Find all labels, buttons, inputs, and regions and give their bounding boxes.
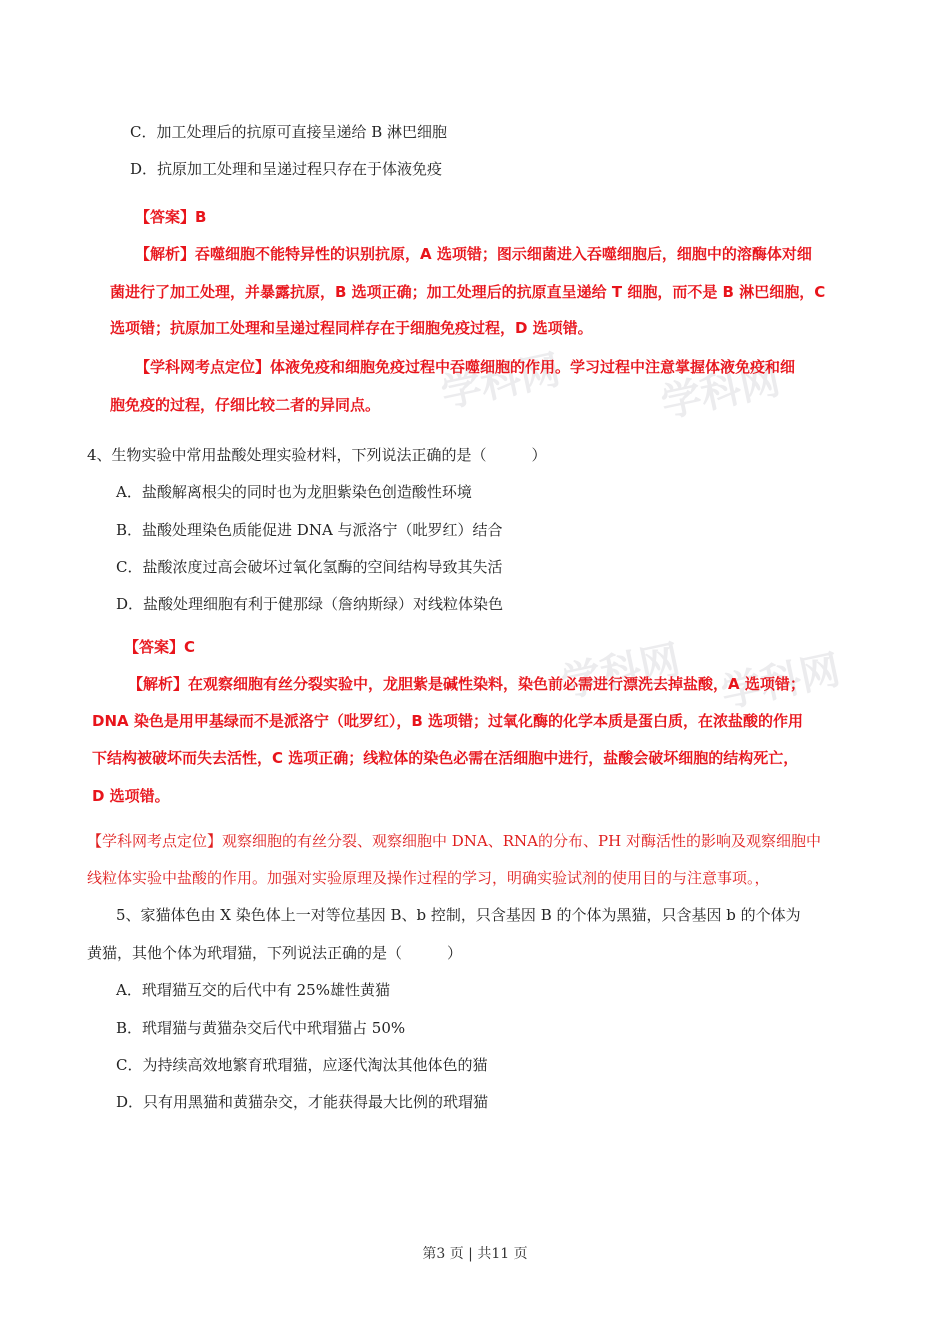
- q3-analysis-line: 选项错；抗原加工处理和呈递过程同样存在于细胞免疫过程，D 选项错。: [110, 319, 593, 337]
- watermark: 学科网: [557, 636, 685, 707]
- q3-option-c: C．加工处理后的抗原可直接呈递给 B 淋巴细胞: [130, 123, 448, 141]
- q4-option-d: D．盐酸处理细胞有利于健那绿（詹纳斯绿）对线粒体染色: [116, 595, 504, 613]
- q5-stem-line: 黄猫，其他个体为玳瑁猫，下列说法正确的是（ ）: [87, 944, 463, 962]
- q4-point-line: 【学科网考点定位】观察细胞的有丝分裂、观察细胞中 DNA、RNA的分布、PH 对酶活性的影响及观察细胞中: [87, 832, 821, 850]
- watermark: 学科网: [657, 356, 785, 427]
- q5-option-c: C．为持续高效地繁育玳瑁猫，应逐代淘汰其他体色的猫: [116, 1056, 488, 1074]
- q3-point-line: 【学科网考点定位】体液免疫和细胞免疫过程中吞噬细胞的作用。学习过程中注意掌握体液免疫和细: [135, 358, 796, 376]
- watermark: 学科网: [717, 646, 845, 717]
- q5-option-d: D．只有用黑猫和黄猫杂交，才能获得最大比例的玳瑁猫: [116, 1093, 489, 1111]
- q4-analysis-line: 【解析】在观察细胞有丝分裂实验中，龙胆紫是碱性染料，染色前必需进行漂洗去掉盐酸，A 选项错；: [128, 675, 805, 693]
- q4-analysis-line: D 选项错。: [92, 787, 170, 805]
- q3-point-line: 胞免疫的过程，仔细比较二者的异同点。: [110, 396, 381, 414]
- q4-option-a: A．盐酸解离根尖的同时也为龙胆紫染色创造酸性环境: [116, 483, 472, 501]
- page-number: 第3 页 | 共11 页: [422, 1246, 528, 1262]
- q3-analysis-line: 菌进行了加工处理，并暴露抗原，B 选项正确；加工处理后的抗原直呈递给 T 细胞，而不是 B 淋巴细胞，C: [110, 283, 826, 301]
- q3-answer: 【答案】B: [135, 208, 207, 226]
- q4-answer: 【答案】C: [124, 638, 196, 656]
- q4-option-c: C．盐酸浓度过高会破坏过氧化氢酶的空间结构导致其失活: [116, 558, 503, 576]
- q4-analysis-line: 下结构被破坏而失去活性，C 选项正确；线粒体的染色必需在活细胞中进行，盐酸会破坏细胞的结构死亡，: [92, 749, 799, 767]
- q4-analysis-line: DNA 染色是用甲基绿而不是派洛宁（吡罗红），B 选项错；过氧化酶的化学本质是蛋白质，在浓盐酸的作用: [92, 712, 803, 730]
- q4-stem: 4、生物实验中常用盐酸处理实验材料，下列说法正确的是（ ）: [87, 446, 547, 464]
- q3-option-d: D．抗原加工处理和呈递过程只存在于体液免疫: [130, 160, 443, 178]
- q5-option-b: B．玳瑁猫与黄猫杂交后代中玳瑁猫占 50%: [116, 1019, 406, 1037]
- q3-analysis-line: 【解析】吞噬细胞不能特异性的识别抗原，A 选项错；图示细菌进入吞噬细胞后，细胞中的溶酶体对细: [135, 245, 812, 263]
- q4-option-b: B．盐酸处理染色质能促进 DNA 与派洛宁（吡罗红）结合: [116, 521, 503, 539]
- q5-option-a: A．玳瑁猫互交的后代中有 25%雄性黄猫: [116, 981, 390, 999]
- q5-stem-line: 5、家猫体色由 X 染色体上一对等位基因 B、b 控制，只含基因 B 的个体为黑猫，只含基因 b 的个体为: [116, 906, 801, 924]
- q4-point-line: 线粒体实验中盐酸的作用。加强对实验原理及操作过程的学习，明确实验试剂的使用目的与注意事项。，: [87, 869, 770, 887]
- watermark: 学科网: [437, 346, 565, 417]
